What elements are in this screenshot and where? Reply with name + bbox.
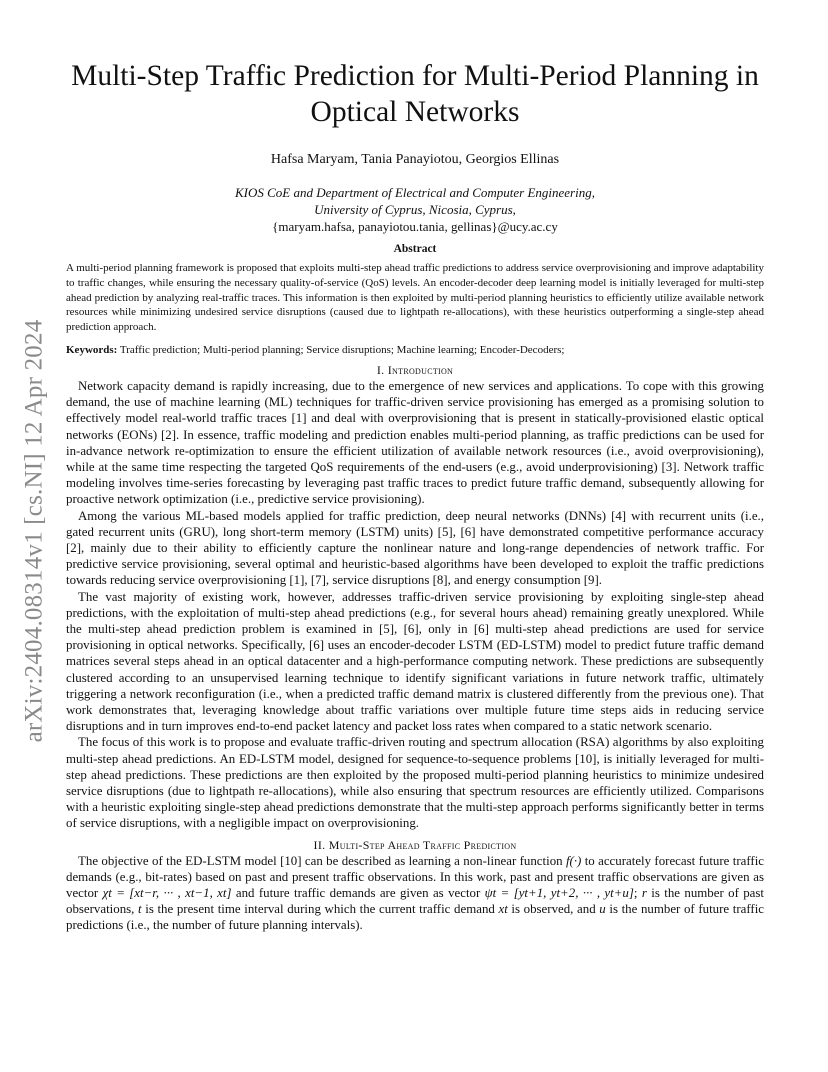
- math-inline: u: [599, 902, 606, 917]
- author-emails: {maryam.hafsa, panayiotou.tania, gellinas}@ucy.ac.cy: [272, 219, 558, 234]
- abstract-heading: Abstract: [393, 243, 437, 255]
- intro-paragraph-3: The vast majority of existing work, however, addresses traffic-driven service provisioning by exploiting single-step ahead predictions, with the exploitation of multi-step ahead predictions (e.g., for several hours ahead) remaining greatly unexplored. While the multi-step ahead prediction problem is examined in [5], [6], only in [6] multi-step ahead predictions are used for service provisioning in optical networks. Specifically, [6] uses an encoder-decoder LSTM (ED-LSTM) model to predict future traffic demand matrices several steps ahead in an optical datacenter and a high-performance computing network. These predictions are subsequently clustered according to an unsupervised learning technique to identify significant variations in future network traffic, ultimately triggering a network reconfiguration (i.e., when a predicted traffic demand matrix is clustered differently from the previous one). That work demonstrates that, leveraging knowledge about traffic variations over multiple future time steps aids in reducing service disruptions and in turn improves end-to-end packet latency and packet loss rates when compared to a static network scenario.: [66, 589, 764, 734]
- math-inline: ψt = [yt+1, yt+2, ··· , yt+u]: [484, 886, 634, 901]
- math-inline: r: [641, 886, 647, 901]
- keywords-line: [66, 343, 764, 357]
- arxiv-identifier-stamp: [16, 296, 52, 766]
- affiliation-line-1: KIOS CoE and Department of Electrical and Computer Engineering,: [235, 185, 595, 200]
- math-inline: f(·): [565, 853, 582, 868]
- section-heading-introduction: [66, 363, 764, 378]
- text-run: ;: [633, 886, 642, 901]
- affiliation-block: [66, 184, 764, 235]
- section-title: Introduction: [387, 362, 454, 377]
- text-run: is the present time interval during which the current traffic demand: [141, 902, 499, 917]
- text-run: is the number of past observations,: [66, 886, 765, 917]
- section-number: II.: [313, 837, 326, 852]
- intro-paragraph-2: Among the various ML-based models applied for traffic prediction, deep neural networks (DNNs) [4] with recurrent units (i.e., gated recurrent units (GRU), long short-term memory (LSTM) units) [5], [6] have demonstrated competitive performance accuracy [2], mainly due to their ability to efficiently capture the nonlinear nature and long-range dependencies of network traffic. For predictive service provisioning, several optimal and heuristic-based algorithms have been developed to exploit the traffic predictions towards reducing service overprovisioning [1], [7], service disruptions [8], and energy consumption [9].: [66, 508, 764, 588]
- paper-page: [66, 58, 764, 934]
- math-inline: t: [138, 902, 142, 917]
- section2-paragraph-1: [66, 853, 764, 934]
- arxiv-id-text: arXiv:2404.08314v1 [cs.NI] 12 Apr 2024: [20, 319, 48, 743]
- intro-paragraph-1: Network capacity demand is rapidly increasing, due to the emergence of new services and applications. To cope with this growing demand, the use of machine learning (ML) techniques for traffic-driven service provisioning has emerged as a promising solution to effectively model real-world traffic traces [1] and deal with overprovisioning that is present in statically-provisioned elastic optical networks (EONs) [2]. In essence, traffic modeling and prediction enables multi-period planning, as traffic predictions can be used for in-advance network re-optimization to ensure the efficient utilization of available network resources (i.e., avoid overprovisioning), while at the same time respecting the targeted QoS requirements of the end-users (e.g., avoid underprovisioning) [3]. Network traffic modeling involves time-series forecasting by leveraging past traffic traces to predict future traffic demand, subsequently allowing for proactive network optimization (i.e., predictive service provisioning).: [66, 378, 764, 507]
- text-run: The objective of the ED-LSTM model [10] can be described as learning a non-linear function: [78, 853, 566, 868]
- section-number: I.: [376, 362, 385, 377]
- keywords-label: Keywords:: [66, 343, 118, 356]
- math-inline: χt = [xt−r, ··· , xt−1, xt]: [102, 886, 232, 901]
- keywords-text: Traffic prediction; Multi-period planning; Service disruptions; Machine learning; Encoder-Decoders;: [119, 343, 565, 356]
- affiliation-line-2: University of Cyprus, Nicosia, Cyprus,: [314, 202, 516, 217]
- section-title: Multi-Step Ahead Traffic Prediction: [328, 837, 517, 852]
- text-run: is observed, and: [507, 902, 600, 917]
- math-inline: xt: [498, 902, 508, 917]
- intro-paragraph-4: The focus of this work is to propose and evaluate traffic-driven routing and spectrum allocation (RSA) algorithms by also exploiting multi-step ahead predictions. An ED-LSTM model, designed for sequence-to-sequence problems [10], is initially leveraged for multi-step ahead predictions. These predictions are then exploited by the proposed multi-period planning heuristics to minimize undesired service disruptions (due to lightpath re-allocations), while also ensuring that spectrum resources are efficiently utilized. Comparisons with a heuristic exploiting single-step ahead predictions demonstrate that the multi-step approach performs significantly better in terms of service disruptions, with a negligible impact on overprovisioning.: [66, 735, 764, 831]
- text-run: and future traffic demands are given as vector: [231, 886, 485, 901]
- paper-title: Multi-Step Traffic Prediction for Multi-Period Planning in Optical Networks: [71, 60, 759, 128]
- abstract-text: A multi-period planning framework is proposed that exploits multi-step ahead traffic predictions to address service overprovisioning and improve adaptability to traffic changes, while ensuring the necessary quality-of-service (QoS) levels. An encoder-decoder deep learning model is initially leveraged for multi-step ahead prediction by analyzing real-traffic traces. This information is then exploited by multi-period planning heuristics to efficiently utilize available network resources while minimizing undesired service disruptions (caused due to lightpath re-allocations), with these heuristics outperforming a single-step ahead prediction approach.: [66, 262, 764, 334]
- author-list: Hafsa Maryam, Tania Panayiotou, Georgios Ellinas: [270, 152, 560, 167]
- text-run: is the number of future traffic predictions (i.e., the number of future planning intervals).: [66, 902, 764, 933]
- text-run: to accurately forecast future traffic demands (e.g., bit-rates) based on past and present traffic observations. In this work, past and present traffic observations are given as vector: [66, 853, 764, 901]
- section-heading-multi-step: [66, 838, 764, 853]
